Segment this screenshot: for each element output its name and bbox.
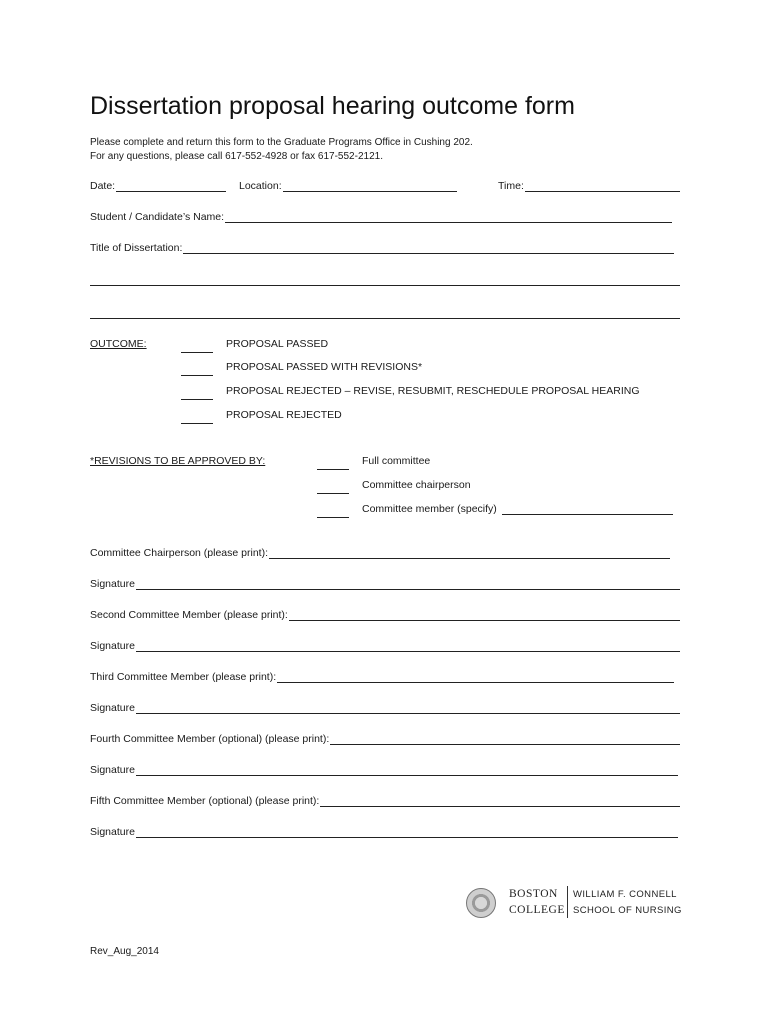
revisions-option-1: Full committee — [362, 455, 431, 467]
time-label: Time: — [498, 180, 524, 192]
third-member-name-label: Third Committee Member (please print): — [90, 671, 277, 683]
form-title: Dissertation proposal hearing outcome form — [90, 92, 575, 120]
outcome-label: OUTCOME: — [90, 338, 147, 350]
revisions-checkbox-2[interactable] — [317, 481, 349, 499]
outcome-checkbox-4[interactable] — [181, 411, 213, 429]
revisions-checkbox-1[interactable] — [317, 457, 349, 475]
intro-line-2: For any questions, please call 617-552-4928 or fax 617-552-2121. — [90, 151, 383, 162]
revisions-option-3: Committee member (specify) — [362, 503, 497, 515]
time-field[interactable] — [498, 180, 680, 192]
logo-school-line-2: SCHOOL OF NURSING — [573, 905, 682, 916]
outcome-option-3: PROPOSAL REJECTED – REVISE, RESUBMIT, RESCHEDULE PROPOSAL HEARING — [226, 385, 640, 397]
chairperson-signature-label: Signature — [90, 578, 135, 590]
outcome-checkbox-3[interactable] — [181, 387, 213, 405]
logo-divider — [567, 886, 568, 918]
date-field[interactable] — [90, 180, 226, 192]
fourth-member-signature-field[interactable] — [90, 764, 678, 776]
logo-boston: BOSTON — [509, 888, 558, 900]
chairperson-name-field[interactable] — [90, 547, 670, 559]
dissertation-title-label: Title of Dissertation: — [90, 242, 183, 254]
fifth-member-signature-label: Signature — [90, 826, 135, 838]
second-member-name-label: Second Committee Member (please print): — [90, 609, 288, 621]
dissertation-title-line-2[interactable] — [90, 285, 680, 286]
chairperson-signature-field[interactable] — [90, 578, 680, 590]
second-member-signature-field[interactable] — [90, 640, 680, 652]
second-member-signature-label: Signature — [90, 640, 135, 652]
logo-school-line-1: WILLIAM F. CONNELL — [573, 889, 677, 900]
intro-line-1: Please complete and return this form to the Graduate Programs Office in Cushing 202. — [90, 137, 473, 148]
revision-tag: Rev_Aug_2014 — [90, 946, 159, 957]
date-label: Date: — [90, 180, 116, 192]
outcome-option-1: PROPOSAL PASSED — [226, 338, 329, 350]
fifth-member-signature-field[interactable] — [90, 826, 678, 838]
outcome-option-2: PROPOSAL PASSED WITH REVISIONS* — [226, 361, 423, 373]
college-seal-icon — [466, 888, 496, 918]
revisions-option-2: Committee chairperson — [362, 479, 471, 491]
fifth-member-name-label: Fifth Committee Member (optional) (please print): — [90, 795, 320, 807]
logo-college: COLLEGE — [509, 904, 565, 916]
fifth-member-name-field[interactable] — [90, 795, 680, 807]
location-label: Location: — [239, 180, 282, 192]
third-member-signature-label: Signature — [90, 702, 135, 714]
fourth-member-name-label: Fourth Committee Member (optional) (please print): — [90, 733, 330, 745]
committee-member-specify-field[interactable] — [362, 503, 673, 515]
outcome-option-4: PROPOSAL REJECTED — [226, 409, 342, 421]
third-member-name-field[interactable] — [90, 671, 674, 683]
fourth-member-signature-label: Signature — [90, 764, 135, 776]
third-member-signature-field[interactable] — [90, 702, 680, 714]
student-name-label: Student / Candidate’s Name: — [90, 211, 225, 223]
dissertation-title-field[interactable] — [90, 242, 674, 254]
dissertation-title-line-3[interactable] — [90, 318, 680, 319]
fourth-member-name-field[interactable] — [90, 733, 680, 745]
outcome-checkbox-2[interactable] — [181, 363, 213, 381]
student-name-field[interactable] — [90, 211, 672, 223]
second-member-name-field[interactable] — [90, 609, 680, 621]
location-field[interactable] — [239, 180, 457, 192]
revisions-label: *REVISIONS TO BE APPROVED BY: — [90, 455, 266, 467]
revisions-checkbox-3[interactable] — [317, 505, 349, 523]
outcome-checkbox-1[interactable] — [181, 340, 213, 358]
chairperson-name-label: Committee Chairperson (please print): — [90, 547, 268, 559]
